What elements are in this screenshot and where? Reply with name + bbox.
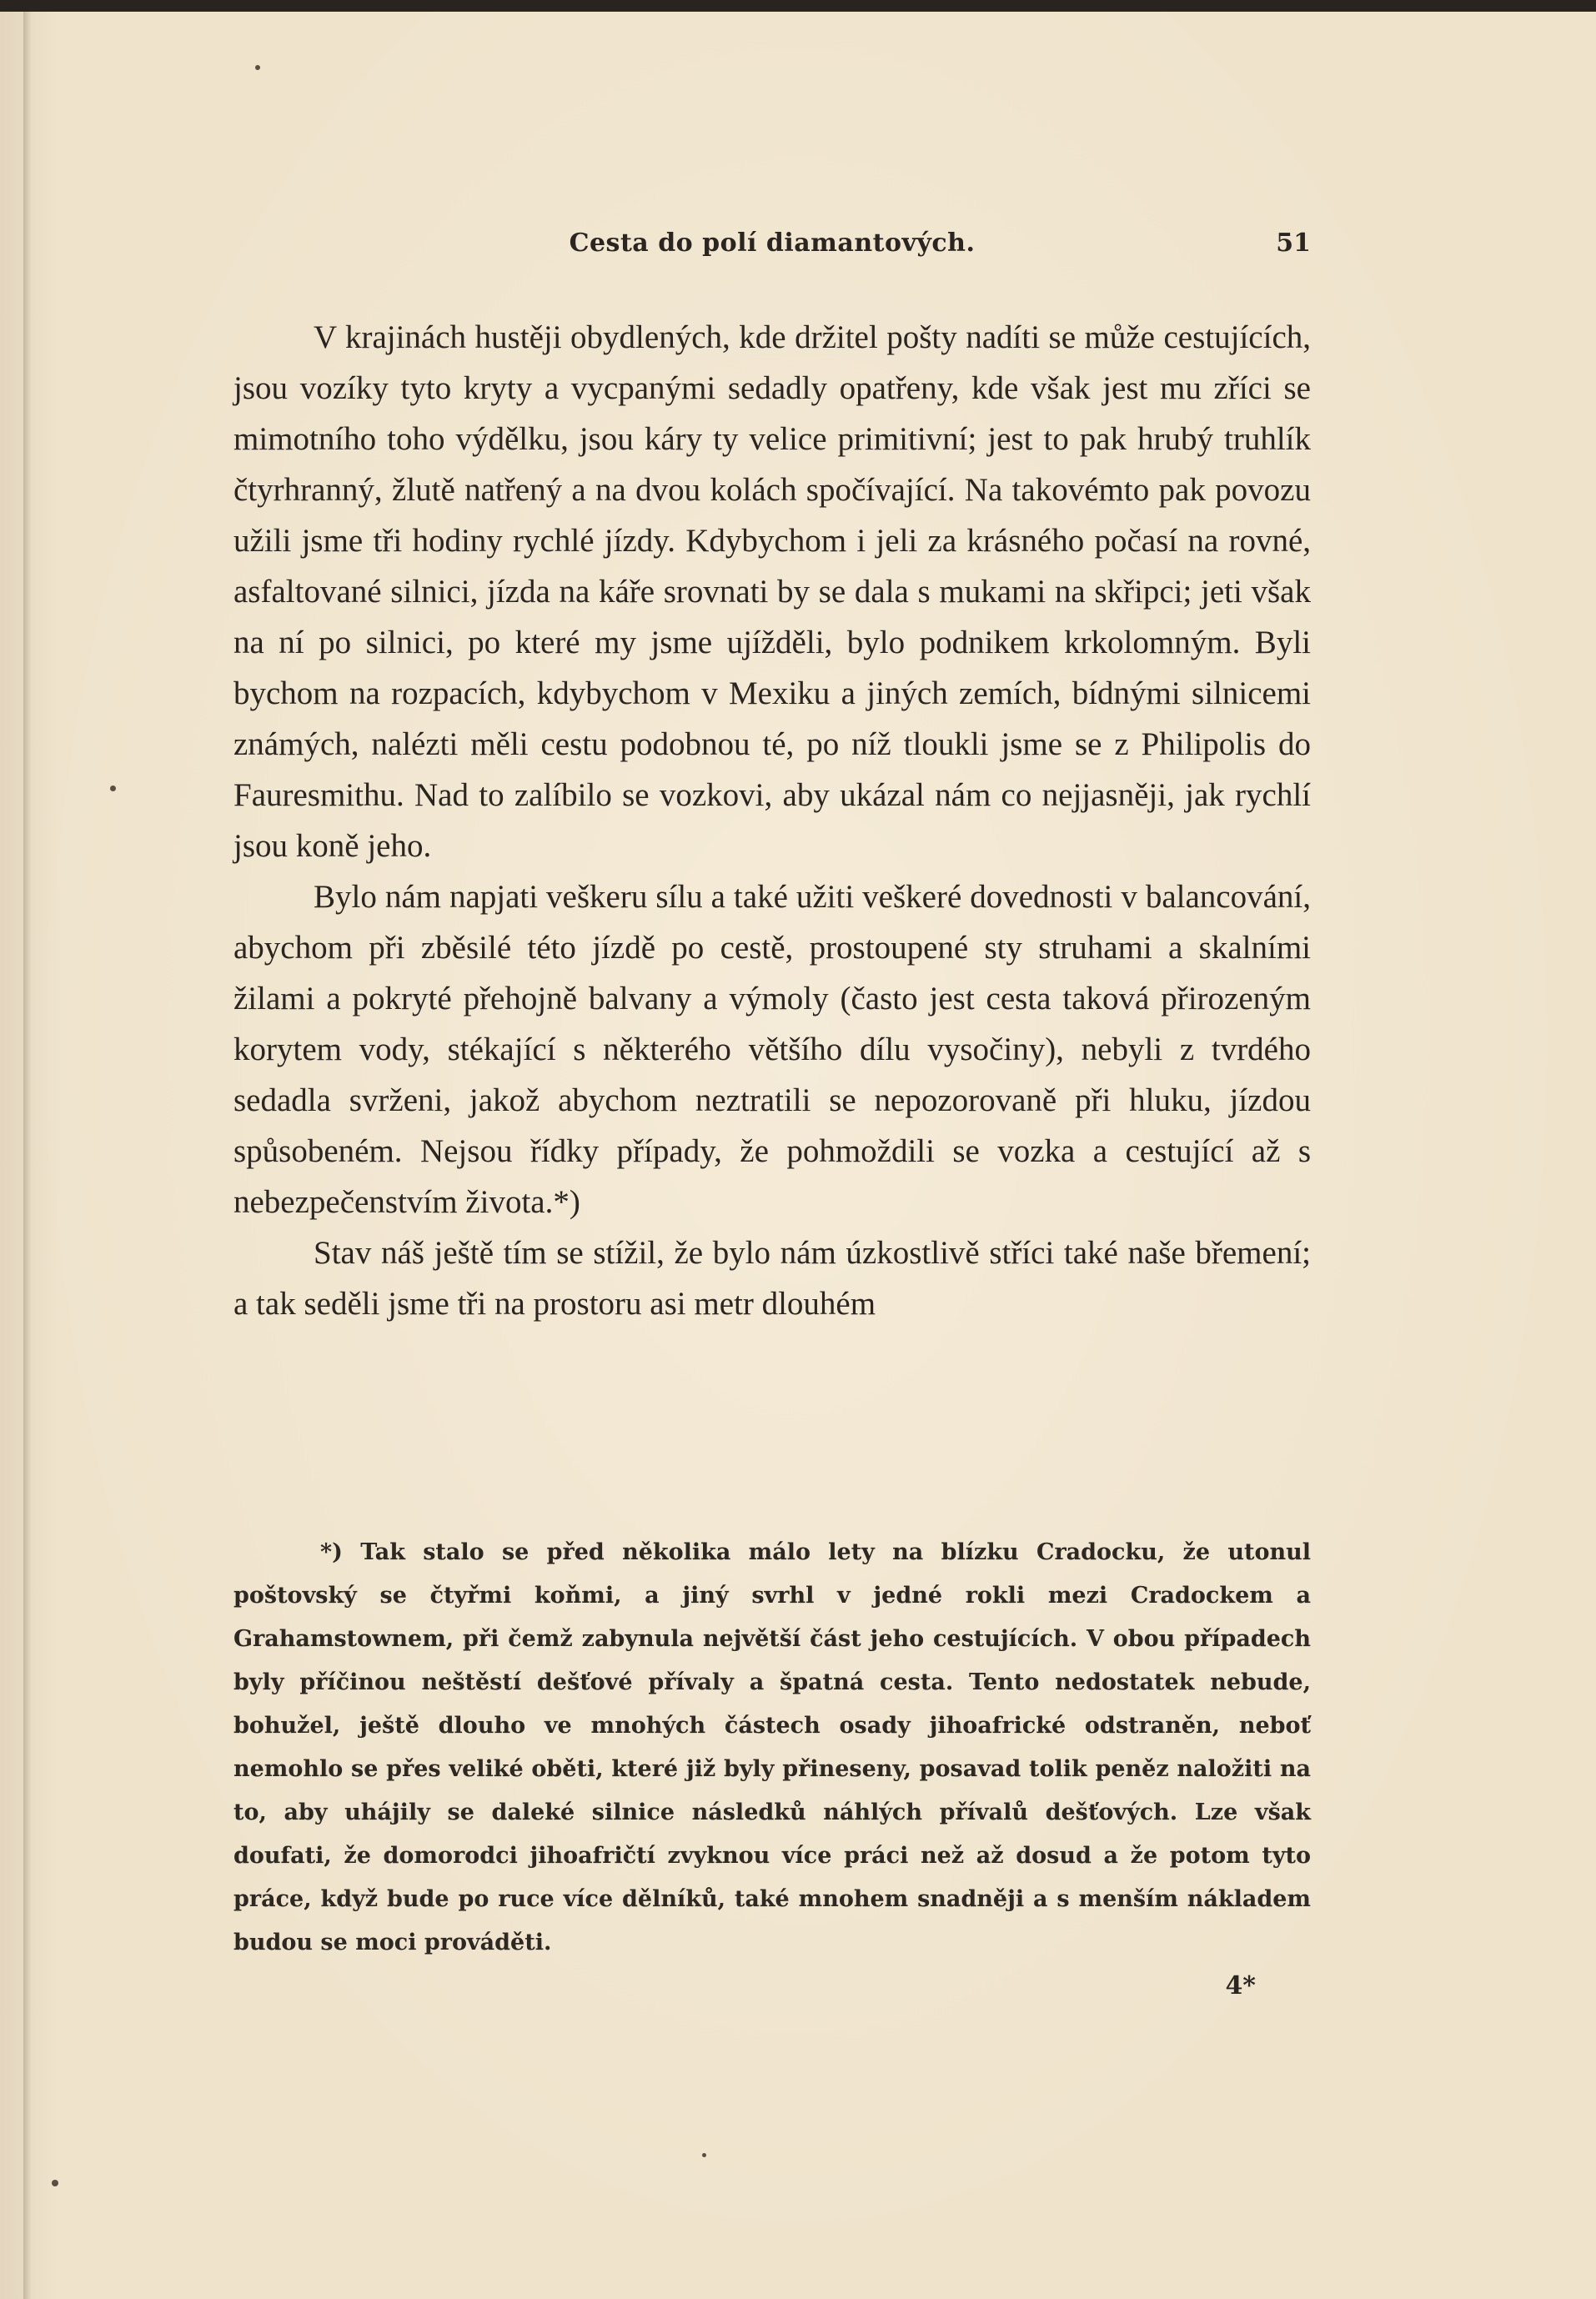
paragraph-3: Stav náš ještě tím se stížil, že bylo nám úzkostlivě stříci také naše břemení; a tak seděli jsme tři na prostoru asi metr dlouhém [233,1235,1311,1322]
paper-speck [702,2153,706,2157]
paper-speck [255,65,260,70]
running-header [233,228,1311,270]
paper-speck [110,786,116,791]
paragraph-1: V krajinách hustěji obydlených, kde držitel pošty nadíti se může cestujících, jsou vozíky tyto kryty a vycpanými sedadly opatřeny, kde však jest mu zříci se mimotního toho výdělku, jsou káry ty velice primitivní; jest to pak hrubý truhlík čtyrhranný, žlutě natřený a na dvou kolách spočívající. Na takovémto pak povozu užili jsme tři hodiny rychlé jízdy. Kdybychom i jeli za krásného počasí na rovné, asfaltované silnici, jízda na káře srovnati by se dala s mukami na skřipci; jeti však na ní po silnici, po které my jsme ujížděli, bylo podnikem krkolomným. Byli bychom na rozpacích, kdybychom v Mexiku a jiných zemích, bídnými silnicemi známých, nalézti měli cestu podobnou té, po níž tloukli jsme se z Philipolis do Fauresmithu. Nad to zalíbilo se vozkovi, aby ukázal nám co nejjasněji, jak rychlí jsou koně jeho. [233,319,1311,864]
paper-speck [52,2180,58,2186]
paragraph-2: Bylo nám napjati veškeru sílu a také užiti veškeré dovednosti v balancování, abychom při zběsilé této jízdě po cestě, prostoupené sty struhami a skalními žilami a pokryté přehojně balvany a výmoly (často jest cesta taková přirozeným korytem vody, stékající s některého většího dílu vysočiny), nebyli z tvrdého sedadla svrženi, jakož abychom neztratili se nepozorovaně při hluku, jízdou spůsobeném. Nejsou řídky případy, že pohmoždili se vozka a cestující až s nebezpečenstvím života.*) [233,879,1311,1220]
page-number: 51 [1276,228,1311,258]
body-text [233,312,1311,1329]
signature-mark: 4* [1225,1971,1256,2000]
book-page [0,12,1596,2299]
footnote-text: *) Tak stalo se před několika málo lety na blízku Cradocku, že utonul poštovský se čtyřmi koňmi, a jiný svrhl v jedné rokli mezi Cradockem a Grahamstownem, při čemž zabynula největší část jeho cestujících. V obou případech byly příčinou neštěstí dešťové přívaly a špatná cesta. Tento nedostatek nebude, bohužel, ještě dlouho ve mnohých částech osady jihoafrické odstraněn, neboť nemohlo se přes veliké oběti, které již byly přineseny, posavad tolik peněz naložiti na to, aby uhájily se daleké silnice následků náhlých přívalů dešťových. Lze však doufati, že domorodci jihoafričtí zvyknou více práci než až dosud a že potom tyto práce, když bude po ruce více dělníků, také mnohem snadněji a s menším nákladem budou se moci prováděti. [233,1539,1311,1955]
footnote [233,1531,1311,1965]
page-spine-shadow [23,12,32,2299]
running-title: Cesta do polí diamantových. [569,228,976,258]
